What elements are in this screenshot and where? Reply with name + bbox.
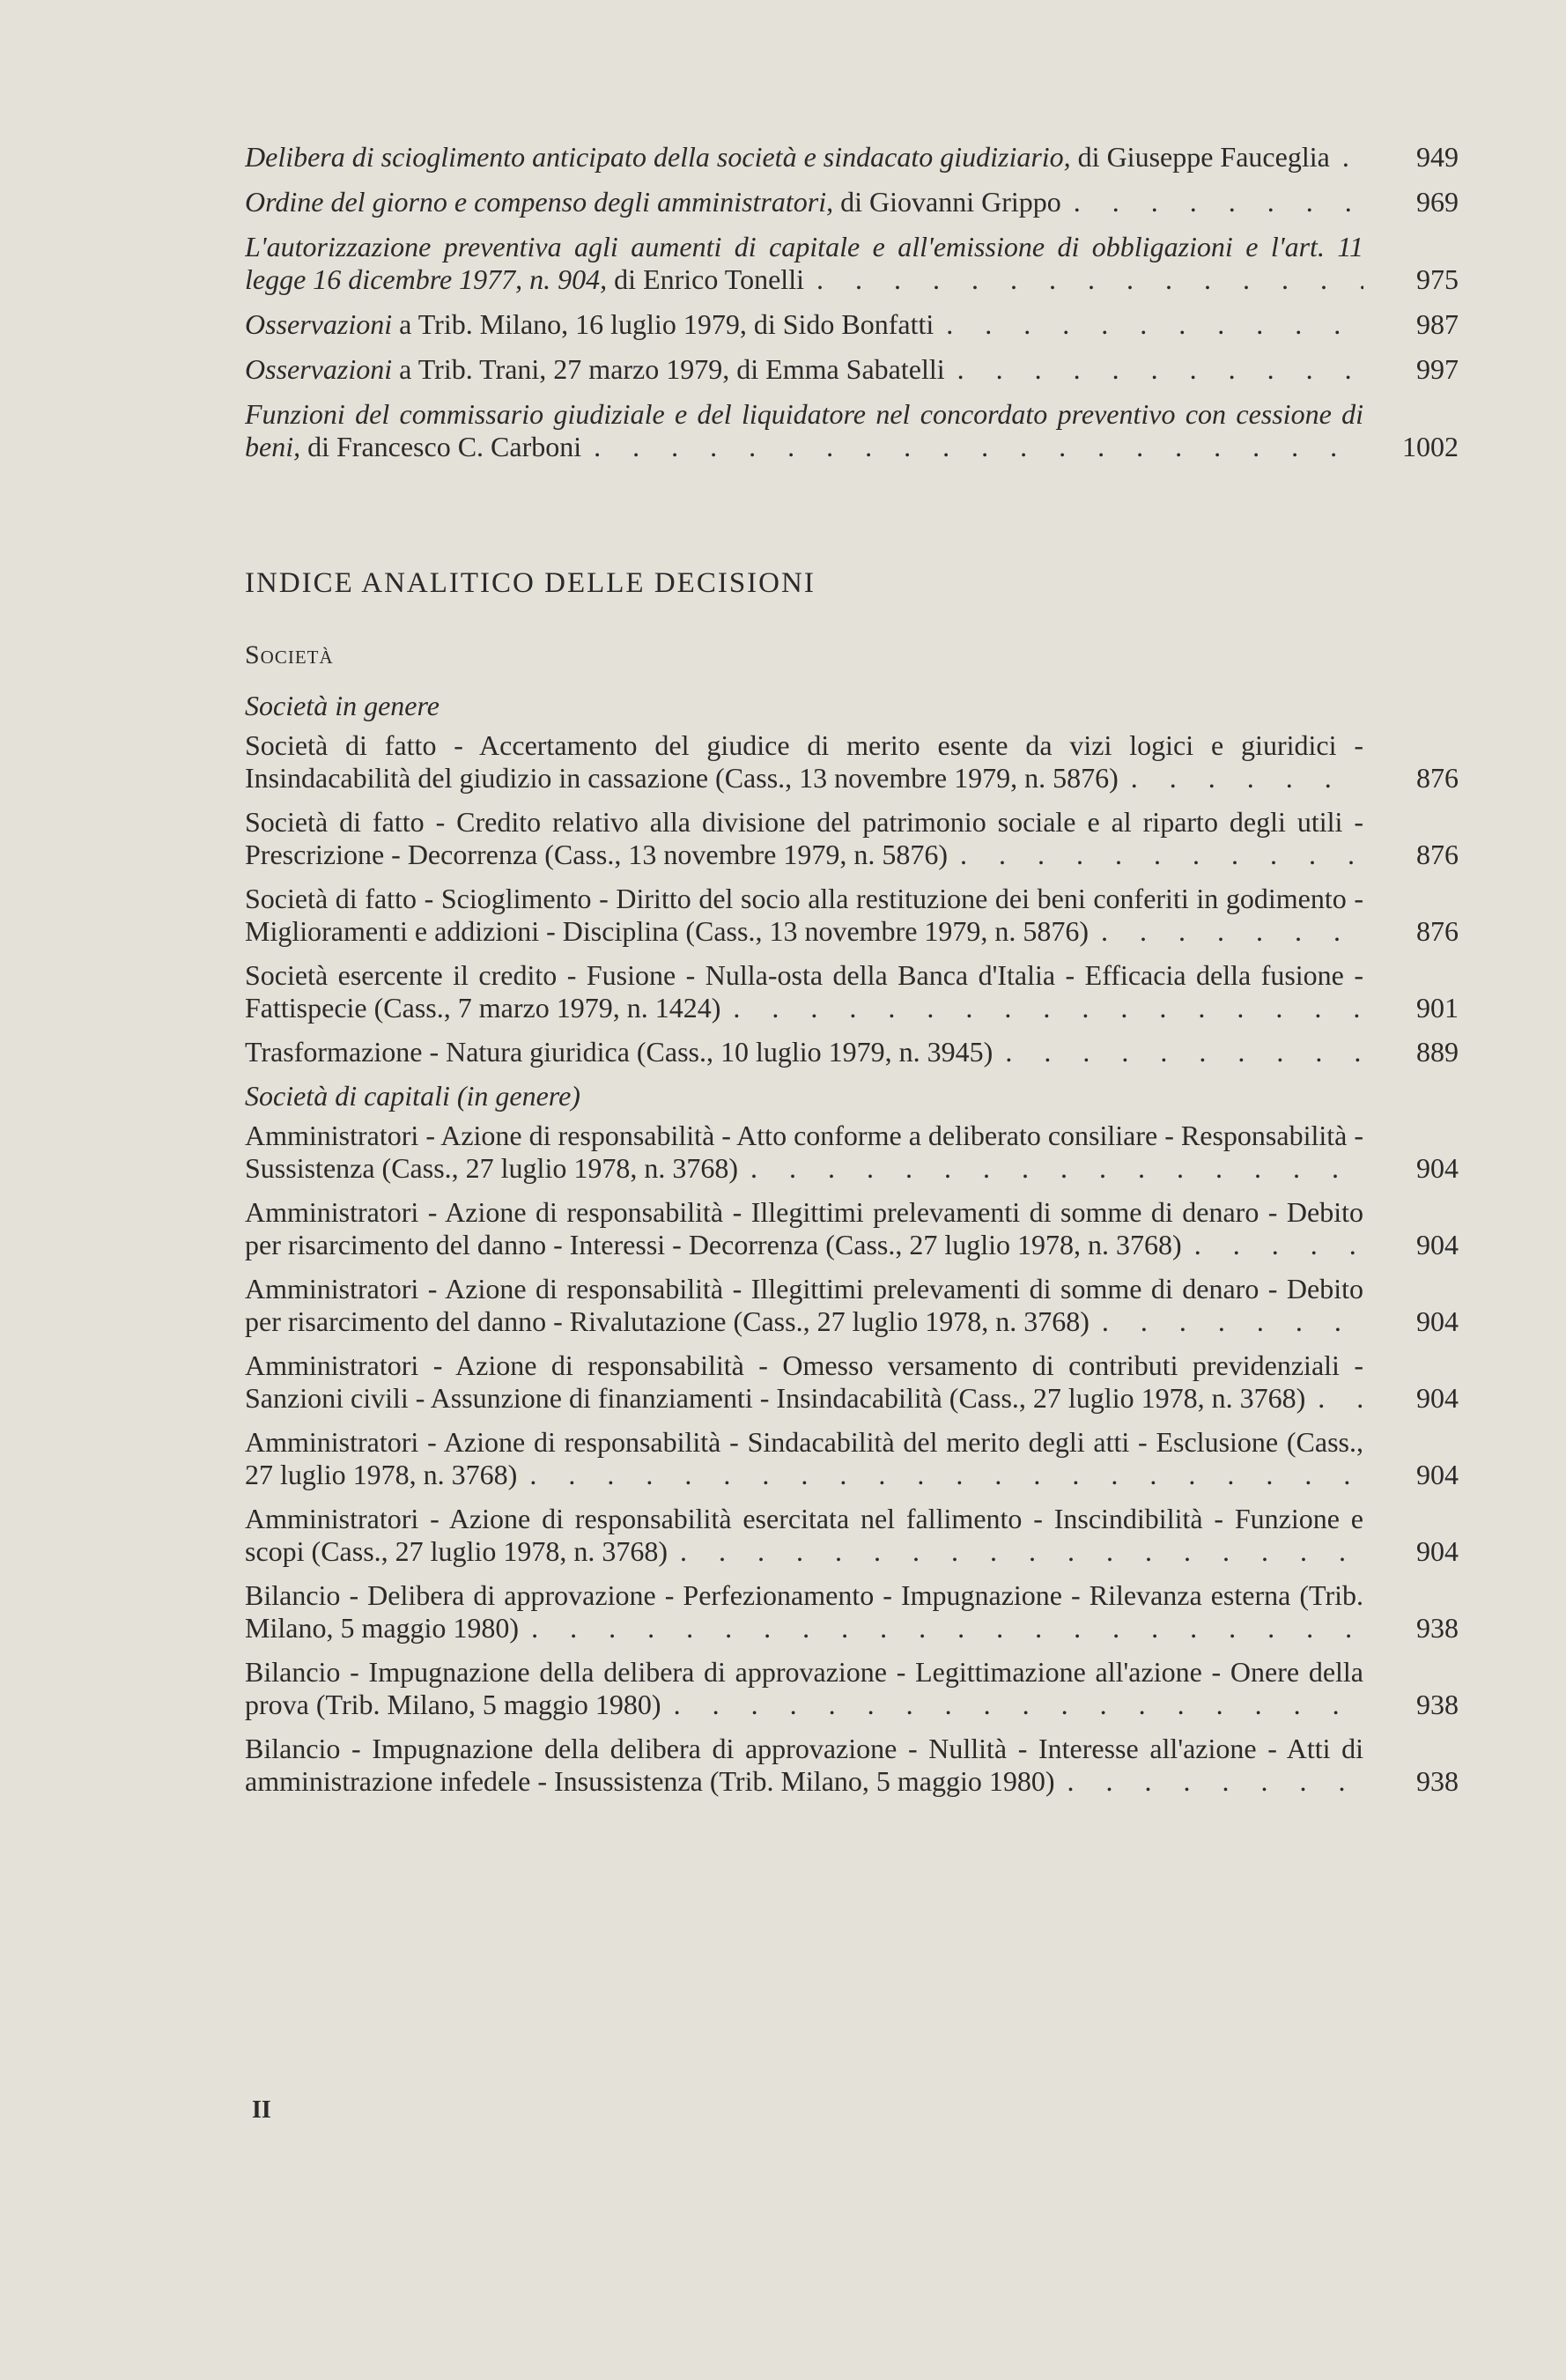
article-title: Delibera di scioglimento anticipato della società e sindacato giudiziario, — [245, 141, 1071, 173]
page-number: 975 — [1416, 263, 1459, 295]
entry-text: Bilancio - Impugnazione della delibera di approvazione - Nullità - Interesse all'azione - Atti di amministrazione infedele - Insussistenza (Trib. Milano, 5 maggio 1980) . . . — [245, 1733, 1363, 1798]
article-entry — [245, 186, 1459, 218]
page-folio: II — [252, 2096, 271, 2124]
article-title: L'autorizzazione preventiva agli aumenti di capitale e all'emissione di obbligazioni e l'art. 11 legge 16 dicembre 1977, n. 904, — [245, 231, 1363, 295]
index-entry — [245, 1733, 1459, 1798]
index-entry — [245, 1503, 1459, 1568]
page-number: 889 — [1416, 1036, 1459, 1068]
page-number: 876 — [1416, 762, 1459, 794]
article-author: a Trib. Trani, 27 marzo 1979, di Emma Sabatelli — [399, 353, 945, 385]
index-entry — [245, 959, 1459, 1024]
entry-text: Bilancio - Impugnazione della delibera di approvazione - Legittimazione all'azione - Onere della prova (Trib. Milano, 5 maggio 1980) . . . — [245, 1656, 1363, 1721]
subsections — [245, 690, 1459, 1798]
article-author: di Enrico Tonelli — [614, 263, 804, 295]
page-number: 904 — [1416, 1382, 1459, 1414]
index-entry — [245, 1656, 1459, 1721]
index-entry — [245, 1196, 1459, 1261]
index-page — [245, 141, 1459, 1809]
page-number: 987 — [1416, 308, 1459, 340]
page-number: 904 — [1416, 1459, 1459, 1490]
index-entry — [245, 1120, 1459, 1185]
index-entry — [245, 883, 1459, 948]
entry-text: Amministratori - Azione di responsabilità - Illegittimi prelevamenti di somme di denaro - Debito per risarcimento del danno - Rivalutazione (Cass., 27 luglio 1978, n. 3768) . . . — [245, 1273, 1363, 1338]
entry-text: Società di fatto - Credito relativo alla divisione del patrimonio sociale e al riparto degli utili - Prescrizione - Decorrenza (Cass., 13 novembre 1979, n. 5876) . . . — [245, 806, 1363, 871]
page-number: 876 — [1416, 915, 1459, 947]
entry-text: Amministratori - Azione di responsabilità - Atto conforme a deliberato consiliare - Responsabilità - Sussistenza (Cass., 27 luglio 1978, n. 3768) . . . — [245, 1120, 1363, 1185]
entry-text: Amministratori - Azione di responsabilità - Illegittimi prelevamenti di somme di denaro - Debito per risarcimento del danno - Interessi - Decorrenza (Cass., 27 luglio 1978, n. 3768) . . . — [245, 1196, 1363, 1261]
index-entry — [245, 729, 1459, 795]
article-entry — [245, 353, 1459, 386]
subsection-heading: Società in genere — [245, 690, 440, 721]
entry-text: Amministratori - Azione di responsabilità - Omesso versamento di contributi previdenziali - Sanzioni civili - Assunzione di finanziamenti - Insindacabilità (Cass., 27 luglio 1978, n. 3768) . . . — [245, 1349, 1363, 1415]
article-title: Osservazioni — [245, 308, 393, 340]
page-number: 901 — [1416, 992, 1459, 1024]
page-number: 904 — [1416, 1535, 1459, 1567]
entry-text: Amministratori - Azione di responsabilità esercitata nel fallimento - Inscindibilità - Funzione e scopi (Cass., 27 luglio 1978, n. 3768) . . . — [245, 1503, 1363, 1568]
article-author: di Giuseppe Fauceglia — [1077, 141, 1330, 173]
page-number: 938 — [1416, 1765, 1459, 1797]
page-number: 938 — [1416, 1689, 1459, 1720]
page-number: 938 — [1416, 1612, 1459, 1644]
article-title: Osservazioni — [245, 353, 393, 385]
article-title: Ordine del giorno e compenso degli amministratori, — [245, 186, 834, 218]
entry-text: Società esercente il credito - Fusione - Nulla-osta della Banca d'Italia - Efficacia della fusione - Fattispecie (Cass., 7 marzo 1979, n. 1424) . . . — [245, 959, 1363, 1024]
articles-list — [245, 141, 1459, 463]
subsection-heading: Società di capitali (in genere) — [245, 1080, 580, 1112]
article-author: di Francesco C. Carboni — [307, 431, 582, 462]
page-number: 904 — [1416, 1305, 1459, 1337]
article-entry — [245, 308, 1459, 341]
entry-text: Società di fatto - Accertamento del giudice di merito esente da vizi logici e giuridici - Insindacabilità del giudizio in cassazione (Cass., 13 novembre 1979, n. 5876) . . . — [245, 729, 1363, 795]
entry-text: Amministratori - Azione di responsabilità - Sindacabilità del merito degli atti - Esclusione (Cass., 27 luglio 1978, n. 3768) . . . — [245, 1426, 1363, 1491]
index-entry — [245, 1426, 1459, 1491]
page-number: 949 — [1416, 141, 1459, 173]
index-entry — [245, 1036, 1459, 1068]
article-author: a Trib. Milano, 16 luglio 1979, di Sido Bonfatti — [399, 308, 934, 340]
page-number: 997 — [1416, 353, 1459, 385]
article-entry — [245, 141, 1459, 174]
article-author: di Giovanni Grippo — [840, 186, 1061, 218]
entry-text: Bilancio - Delibera di approvazione - Perfezionamento - Impugnazione - Rilevanza esterna (Trib. Milano, 5 maggio 1980) . . . — [245, 1579, 1363, 1645]
entry-text: Società di fatto - Scioglimento - Diritto del socio alla restituzione dei beni conferiti in godimento - Miglioramenti e addizioni - Disciplina (Cass., 13 novembre 1979, n. 5876) . . . — [245, 883, 1363, 948]
index-entry — [245, 1579, 1459, 1645]
index-heading: INDICE ANALITICO DELLE DECISIONI — [245, 567, 816, 599]
index-entry — [245, 806, 1459, 871]
article-title: Funzioni del commissario giudiziale e del liquidatore nel concordato preventivo con cessione di beni, — [245, 398, 1363, 462]
page-number: 876 — [1416, 839, 1459, 870]
article-entry — [245, 231, 1459, 296]
page-number: 1002 — [1402, 431, 1459, 462]
page-number: 904 — [1416, 1229, 1459, 1260]
page-number: 904 — [1416, 1152, 1459, 1184]
article-entry — [245, 398, 1459, 463]
index-entry — [245, 1349, 1459, 1415]
index-entry — [245, 1273, 1459, 1338]
page-number: 969 — [1416, 186, 1459, 218]
section-heading: Società — [245, 640, 334, 669]
entry-text: Trasformazione - Natura giuridica (Cass., 10 luglio 1979, n. 3945) . . . — [245, 1036, 1363, 1068]
